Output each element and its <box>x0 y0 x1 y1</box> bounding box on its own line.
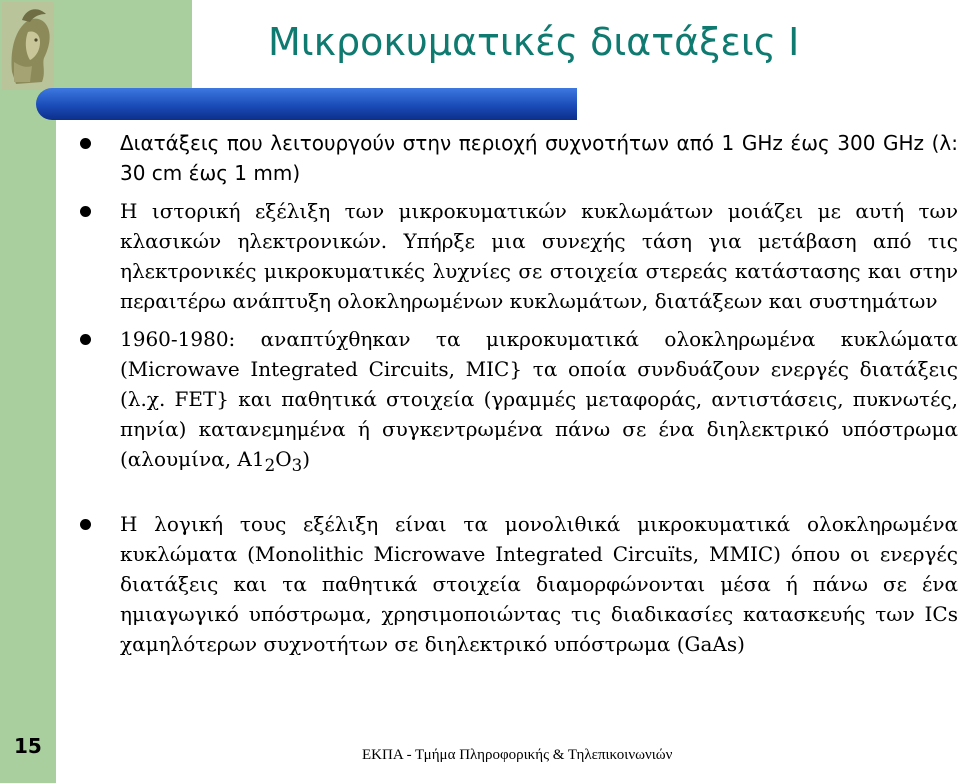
bullet-dot-icon <box>80 519 91 530</box>
bullet-text: Η ιστορική εξέλιξη των μικροκυματικών κυκλωμάτων μοιάζει με αυτή των κλασικών ηλεκτρονικών. Υπήρξε μια συνεχής τάση για μετάβαση από τις ηλεκτρονικές μικροκυματικές λυχνίες σε στοιχεία στερεάς κατάστασης και στην περαιτέρω ανάπτυξη ολοκληρωμένων κυκλωμάτων, διατάξεων και συστημάτων <box>120 199 958 313</box>
list-item <box>80 509 958 659</box>
list-item <box>80 128 958 188</box>
bullet-text: Διατάξεις που λειτουργούν στην περιοχή συχνοτήτων από 1 GHz έως 300 GHz (λ: 30 cm έως 1 mm) <box>120 131 958 185</box>
subscript: 3 <box>291 456 303 475</box>
subscript: 2 <box>264 456 276 475</box>
bullet-dot-icon <box>80 138 91 149</box>
bullet-dot-icon <box>80 334 91 345</box>
bullet-list <box>80 128 958 659</box>
bullet-text: ) <box>302 447 311 471</box>
athena-head-icon <box>2 2 54 90</box>
footer-text: ΕΚΠΑ - Τμήμα Πληροφορικής & Τηλεπικοινωνιών <box>362 747 673 763</box>
slide-number: 15 <box>14 734 42 758</box>
bullet-text: Η λογική τους εξέλιξη είναι τα μονολιθικά μικροκυματικά ολοκληρωμένα κυκλώματα (Monolithic Microwave Integrated Circuïts, MMIC) όπου οι ενεργές διατάξεις και τα παθητικά στοιχεία διαμορφώνονται μέσα ή πάνω σε ένα ημιαγωγικό υπόστρωμα, χρησιμοποιώντας τις διαδικασίες κατασκευής των ICs χαμηλότερων συχνοτήτων σε διηλεκτρικό υπόστρωμα (GaAs) <box>120 512 958 656</box>
title-underline-bar <box>36 88 577 120</box>
top-left-band <box>56 0 192 92</box>
bullet-text: O <box>275 447 292 471</box>
bullet-text: 1960-1980: αναπτύχθηκαν τα μικροκυματικά ολοκληρωμένα κυκλώματα (Microwave Integrated Circuits, MIC} τα οποία συνδυάζουν ενεργές διατάξεις (λ.χ. FET} και παθητικά στοιχεία (γραμμές μεταφοράς, αντιστάσεις, πυκνωτές, πηνία) κατανεμημένα ή συγκεντρωμένα πάνω σε ένα διηλεκτρικό υπόστρωμα (αλουμίνα, A1 <box>120 327 958 471</box>
list-item <box>80 324 958 481</box>
page-title: Μικροκυματικές διατάξεις Ι <box>268 20 800 64</box>
bullet-dot-icon <box>80 206 91 217</box>
list-item <box>80 196 958 316</box>
